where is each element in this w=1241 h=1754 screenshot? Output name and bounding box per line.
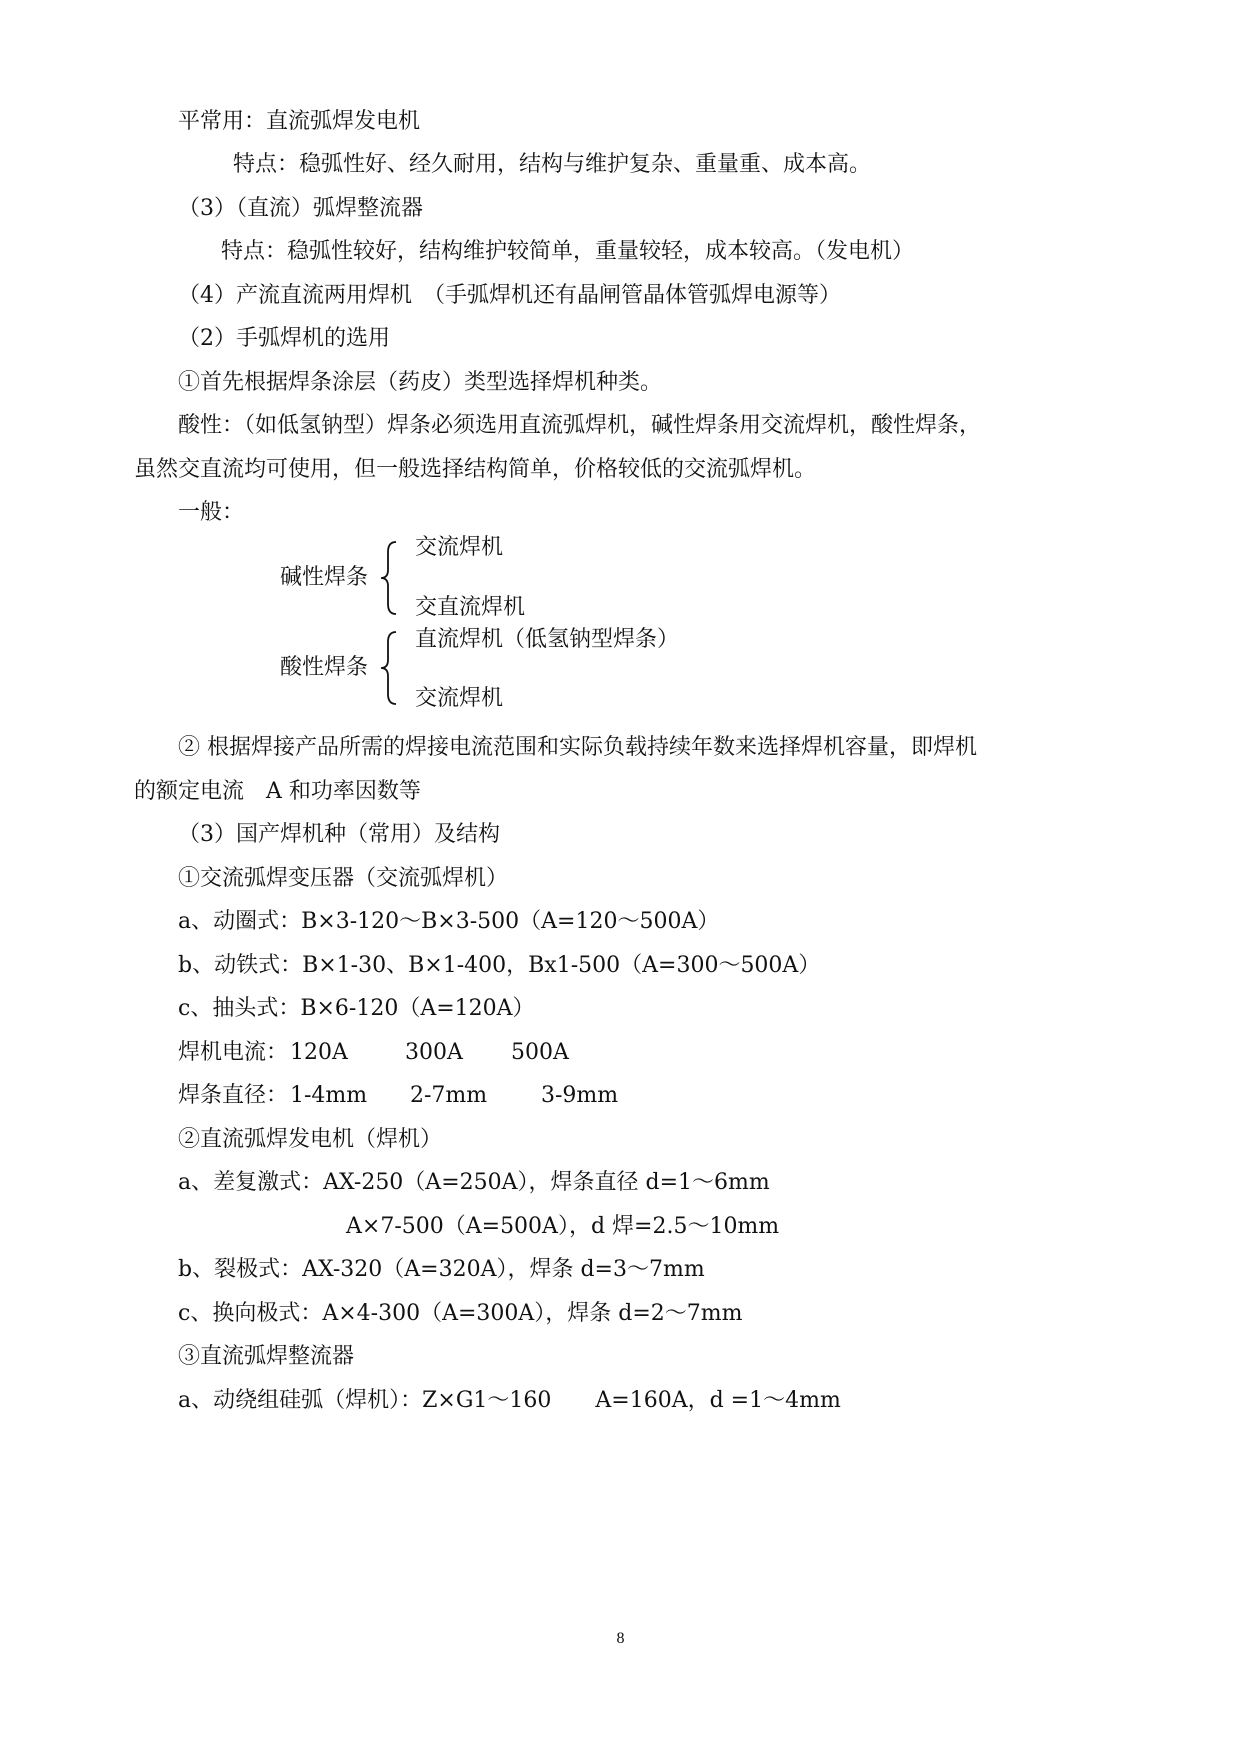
group-option: 交流焊机	[415, 535, 504, 560]
text-line: 特点：稳弧性较好，结构维护较简单，重量较轻，成本较高。（发电机）	[221, 239, 915, 264]
table-cell: 2-7mm	[410, 1083, 488, 1108]
text-line: （4）产流直流两用焊机 （手弧焊机还有晶闸管晶体管弧焊电源等）	[178, 283, 841, 308]
left-brace-icon	[378, 540, 400, 616]
left-brace-icon	[378, 630, 400, 706]
table-cell: 3-9mm	[541, 1083, 619, 1108]
text-line: （3）国产焊机种（常用）及结构	[178, 822, 500, 847]
text-line: 平常用：直流弧焊发电机	[178, 109, 421, 134]
table-cell: 120A	[290, 1040, 348, 1065]
text-line: b、裂极式：AX-320（A=320A），焊条 d=3～7mm	[178, 1257, 705, 1282]
text-line: 酸性：（如低氢钠型）焊条必须选用直流弧焊机，碱性焊条用交流焊机，酸性焊条，	[178, 413, 982, 438]
text-line: 的额定电流 A 和功率因数等	[134, 779, 421, 804]
table-label: 焊条直径：	[178, 1083, 289, 1108]
group-label-basic: 碱性焊条	[280, 565, 369, 590]
text-line: ②直流弧焊发电机（焊机）	[178, 1127, 443, 1152]
text-line: c、抽头式：B×6-120（A=120A）	[178, 996, 535, 1021]
text-line: a、动圈式：B×3-120～B×3-500（A=120～500A）	[178, 909, 720, 934]
group-option: 交流焊机	[415, 686, 504, 711]
group-label-acid: 酸性焊条	[280, 655, 369, 680]
table-label: 焊机电流：	[178, 1040, 289, 1065]
table-cell: 300A	[405, 1040, 463, 1065]
text-line: 虽然交直流均可使用，但一般选择结构简单，价格较低的交流弧焊机。	[134, 457, 817, 482]
text-line: c、换向极式：A×4-300（A=300A），焊条 d=2～7mm	[178, 1301, 743, 1326]
group-option: 直流焊机（低氢钠型焊条）	[415, 627, 680, 652]
group-option: 交直流焊机	[415, 595, 526, 620]
text-line: a、动绕组硅弧（焊机）：Z×G1～160 A=160A，d =1～4mm	[178, 1388, 841, 1413]
text-line: a、差复激式：AX-250（A=250A），焊条直径 d=1～6mm	[178, 1170, 770, 1195]
page-number: 8	[616, 1630, 625, 1647]
text-line: A×7-500（A=500A），d 焊=2.5～10mm	[346, 1214, 780, 1239]
text-line: （2）手弧焊机的选用	[178, 326, 390, 351]
table-cell: 500A	[511, 1040, 569, 1065]
text-line: b、动铁式：B×1-30、B×1-400，Bx1-500（A=300～500A）	[178, 953, 821, 978]
text-line: （3）（直流）弧焊整流器	[178, 196, 423, 221]
text-line: ② 根据焊接产品所需的焊接电流范围和实际负载持续年数来选择焊机容量，即焊机	[178, 735, 977, 760]
text-line: ①交流弧焊变压器（交流弧焊机）	[178, 866, 509, 891]
table-cell: 1-4mm	[290, 1083, 368, 1108]
text-line: ③直流弧焊整流器	[178, 1344, 355, 1369]
text-line: 特点：稳弧性好、经久耐用，结构与维护复杂、重量重、成本高。	[233, 152, 872, 177]
text-line: 一般：	[178, 500, 245, 525]
text-line: ①首先根据焊条涂层（药皮）类型选择焊机种类。	[178, 370, 663, 395]
